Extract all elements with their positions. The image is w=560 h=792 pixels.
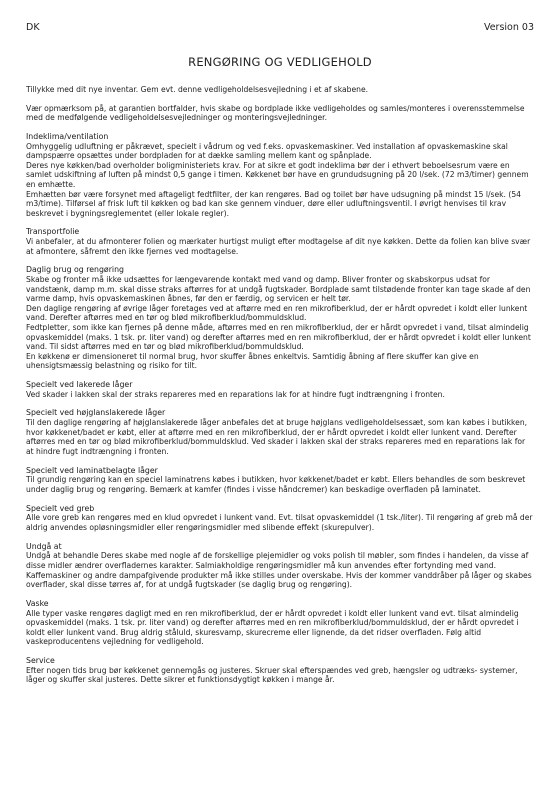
section-paragraph: Til grundig rengøring kan en speciel laminatrens købes i butikken, hvor køkkenet/badet er købt. Ellers behandles de som beskrevet under daglig brug og rengøring. Bemærk at kamfer (findes i visse håndcremer) kan beskadige overfladen på laminatet. xyxy=(26,475,526,494)
section-heading: Service xyxy=(26,655,55,665)
page-header xyxy=(26,22,534,34)
section-paragraph: Efter nogen tids brug bør køkkenet gennemgås og justeres. Skruer skal efterspændes ved greb, hængsler og udtræks- systemer, låger og skuffer skal justeres. Dette sikrer et funktionsdygtigt køkken i mange år. xyxy=(26,665,518,685)
section-paragraph: Skabe og fronter må ikke udsættes for længevarende kontakt med vand og damp. Bliver fronter og skabskorpus udsat for vandstænk, damp m.m. skal disse straks aftørres for at undgå fugtskader. Bordplade samt tilstødende fronter kan tage skade af den varme damp, hvis opvaskemaskinen åbnes, før den er færdig, og servicen er helt tør. xyxy=(26,275,531,304)
section-heading: Undgå at xyxy=(26,541,62,551)
section-paragraph: En køkkenø er dimensioneret til normal brug, hvor skuffer åbnes enkeltvis. Samtidig åbning af flere skuffer kan give en uhensigtsmæssig belastning og risiko for tilt. xyxy=(26,351,479,371)
section-heading: Daglig brug og rengøring xyxy=(26,265,124,275)
document-title: RENGØRING OG VEDLIGEHOLD xyxy=(188,55,372,69)
section-paragraph: Undgå at behandle Deres skabe med nogle af de forskellige plejemidler og voks polish til møbler, som findes i handelen, da visse af disse midler ændrer overfladernes karakter. Salmiakholdige rengøringsmidler må kun anvendes efter fortynding med vand. xyxy=(26,551,529,570)
section-paragraph: Emhætten bør være forsynet med aftageligt fedtfilter, der kan rengøres. Bad og toilet bør have udsugning på mindst 15 l/sek. (54 m3/time). Tilførsel af frisk luft til køkken og bad kan ske gennem vinduer, døre eller udluftningsventil. I øvrigt henvises til krav beskrevet i bygningsreglementet (eller lokale regler). xyxy=(26,189,521,218)
section xyxy=(26,504,534,533)
section xyxy=(26,380,534,399)
section-paragraph: Fedtpletter, som ikke kan fjernes på denne måde, aftørres med en ren mikrofiberklud, der er hårdt opvredet i vand, tilsat almindelig opvaskemiddel (maks. 1 tsk. pr. liter vand) og derefter aftørres med en ren mikrofiberklud, der er hårdt opvredet i koldt eller lunkent vand. Til sidst aftørres med en tør og blød mikrofiberklud/bommuldsklud. xyxy=(26,323,531,352)
section-paragraph: Alle typer vaske rengøres dagligt med en ren mikrofiberklud, der er hårdt opvredet i koldt eller lunkent vand evt. tilsat almindelig opvaskemiddel (maks. 1 tsk. pr. liter vand) og derefter aftørres med en ren mikrofiberklud/bommuldsklud, der er hårdt opvredet i koldt eller lunkent vand. Brug aldrig ståluld, skuresvamp, skurecreme eller lignende, da det ridser overfladen. Følg altid vaskeproducentens vejledning for vedligehold. xyxy=(26,608,519,647)
section xyxy=(26,599,534,647)
sections-container xyxy=(26,132,534,685)
country-code: DK xyxy=(26,22,40,33)
section xyxy=(26,408,534,456)
section-heading: Specielt ved greb xyxy=(26,503,95,513)
section-heading: Specielt ved højglanslakerede låger xyxy=(26,408,166,418)
section xyxy=(26,656,534,685)
version-label: Version 03 xyxy=(483,22,534,33)
section xyxy=(26,466,534,495)
section-paragraph: Til den daglige rengøring af højglanslakerede låger anbefales det at bruge højglans vedligeholdelsessæt, som kan købes i butikken, hvor køkkenet/badet er købt, eller at aftørre med en ren mikrofiberklud, der er hårdt opvredet i koldt eller lunkent vand. Derefter aftørres med en tør og blød mikrofiberklud/bommuldsklud. Ved skader i lakken skal der straks repareres med en reparations lak for at hindre fugt indtrængning i fronten. xyxy=(26,418,528,457)
section-paragraph: Ved skader i lakken skal der straks repareres med en reparations lak for at hindre fugt indtrængning i fronten. xyxy=(26,389,445,399)
section-paragraph: Omhyggelig udluftning er påkrævet, specielt i vådrum og ved f.eks. opvaskemaskiner. Ved installation af opvaskemaskine skal dampspærre opsættes under bordpladen for at dække samling mellem kant og spånplade. xyxy=(26,141,508,161)
section xyxy=(26,227,534,256)
section-paragraph: Den daglige rengøring af øvrige låger foretages ved at aftørre med en ren mikrofiberklud, der er hårdt opvredet i koldt eller lunkent vand. Derefter aftørres med en tør og blød mikrofiberklud/bommuldsklud. xyxy=(26,303,528,323)
section xyxy=(26,132,534,219)
section-paragraph: Kaffemaskiner og andre dampafgivende produkter må ikke stilles under overskabe. Hvis der kommer vanddråber på låger og skabes overflader, skal disse tørres af, for at undgå fugtskader (se daglig brug og rengøring). xyxy=(26,570,532,590)
section-heading: Indeklima/ventilation xyxy=(26,131,109,141)
section-heading: Specielt ved lakerede låger xyxy=(26,380,133,390)
section-paragraph: Alle vore greb kan rengøres med en klud opvredet i lunkent vand. Evt. tilsat opvaskemiddel (1 tsk./liter). Til rengøring af greb må der aldrig anvendes opløsningsmidler eller rengøringsmidler med slibende effekt (skurepulver). xyxy=(26,513,533,532)
section-paragraph: Vi anbefaler, at du afmonterer folien og mærkater hurtigst muligt efter modtagelse af dit nye køkken. Dette da folien kan blive svær at afmontere, såfremt den ikke fjernes ved modtagelse. xyxy=(26,237,531,256)
intro-paragraph: Tillykke med dit nye inventar. Gem evt. denne vedligeholdelsesvejledning i et af skabene. xyxy=(26,85,369,94)
section-heading: Specielt ved laminatbelagte låger xyxy=(26,465,158,475)
section-heading: Vaske xyxy=(26,598,49,608)
warranty-notice: Vær opmærksom på, at garantien bortfalder, hvis skabe og bordplade ikke vedligeholdes og samles/monteres i overensstemmelse med de medfølgende vedligeholdelsesvejledninger og monteringsvejledninger. xyxy=(26,103,525,123)
section-heading: Transportfolie xyxy=(26,227,80,237)
section-paragraph: Deres nye køkken/bad overholder boligministeriets krav. For at sikre et godt indeklima bør der i ethvert beboelsesrum være en samlet udskiftning af luften på mindst 0,5 gange i timen. Køkkenet bør have en grundudsugning på 20 l/sek. (72 m3/timer) gennem en emhætte. xyxy=(26,160,529,189)
section xyxy=(26,542,534,590)
section xyxy=(26,265,534,371)
